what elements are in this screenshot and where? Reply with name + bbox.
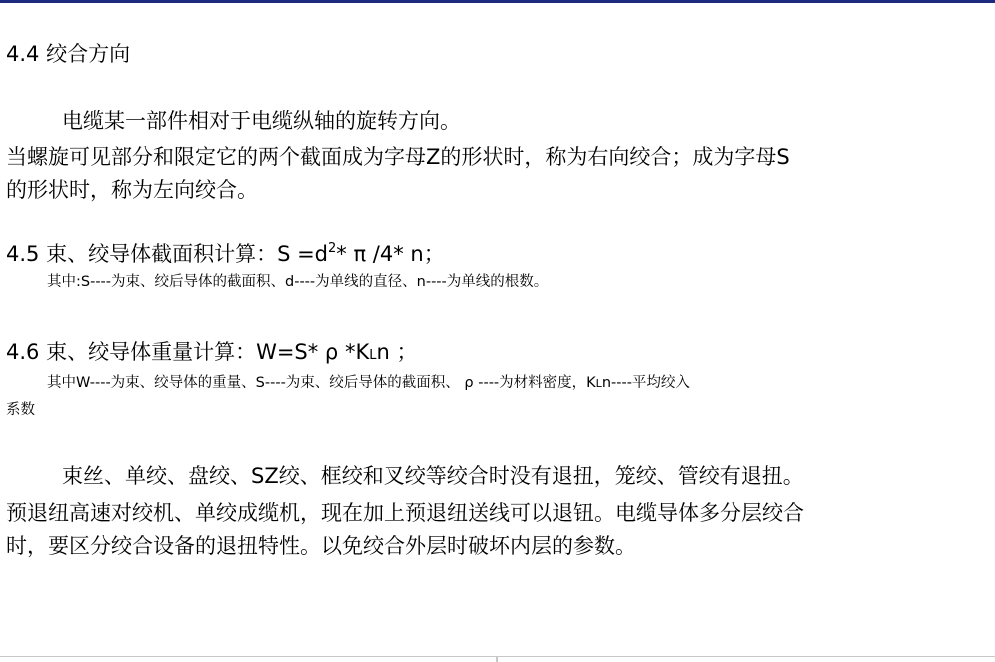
formula-superscript: 2 <box>328 241 337 256</box>
paragraph-text: 预退纽高速对绞机、单绞成缆机，现在加上预退纽送线可以退钮。电缆导体多分层绞合 <box>6 501 804 525</box>
formula-text: 4.5 束、绞导体截面积计算：S =d <box>6 242 329 266</box>
formula-text: n ； <box>376 340 418 364</box>
formula-text: 4.6 束、绞导体重量计算：W=S* ρ *K <box>6 340 370 364</box>
closing-paragraph-line-1 <box>62 463 804 489</box>
note-subscript: L <box>595 377 602 390</box>
closing-paragraph-line-2 <box>6 500 804 526</box>
note-text: 其中:S----为束、绞后导体的截面积、d----为单线的直径、n----为单线的根数。 <box>47 274 549 290</box>
note-text: 其中W----为束、绞导体的重量、S----为束、绞后导体的截面积、 ρ ----为材料密度，K <box>47 375 596 391</box>
section-4-4-paragraph-line-3 <box>6 177 258 203</box>
section-4-4-paragraph-line-2 <box>6 144 790 170</box>
note-text: 系数 <box>6 402 35 418</box>
bottom-divider-tick <box>496 656 498 662</box>
paragraph-text: 电缆某一部件相对于电缆纵轴的旋转方向。 <box>62 109 461 133</box>
section-4-6-heading <box>6 339 417 369</box>
section-4-4-heading-text: 4.4 绞合方向 <box>6 42 131 66</box>
paragraph-text: 束丝、单绞、盘绞、SZ绞、框绞和叉绞等绞合时没有退扭，笼绞、管绞有退扭。 <box>62 464 804 488</box>
paragraph-text: 的形状时，称为左向绞合。 <box>6 178 258 202</box>
section-4-5-heading <box>6 241 445 267</box>
section-4-4-heading <box>6 41 130 67</box>
section-4-5-note <box>47 273 548 291</box>
formula-text: * π /4* n； <box>336 242 445 266</box>
section-4-6-note-line-2 <box>6 401 35 419</box>
closing-paragraph-line-3 <box>6 533 636 559</box>
paragraph-text: 当螺旋可见部分和限定它的两个截面成为字母Z的形状时，称为右向绞合；成为字母S <box>6 145 790 169</box>
section-4-6-note-line-1 <box>47 374 690 393</box>
paragraph-text: 时，要区分绞合设备的退扭特性。以免绞合外层时破坏内层的参数。 <box>6 534 636 558</box>
formula-subscript: L <box>369 348 377 363</box>
note-text: n----平均绞入 <box>601 375 690 391</box>
section-4-4-paragraph-line-1 <box>62 108 461 134</box>
